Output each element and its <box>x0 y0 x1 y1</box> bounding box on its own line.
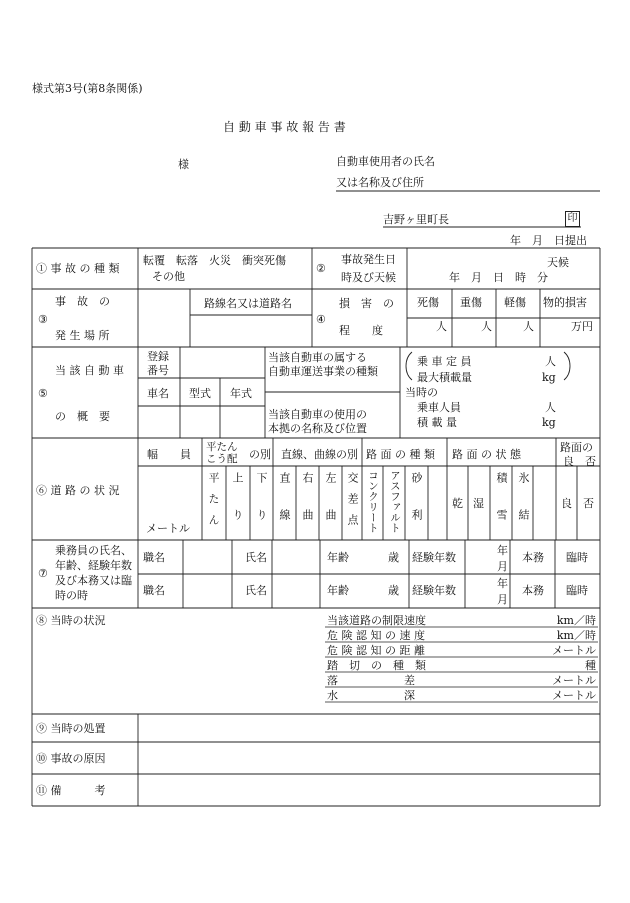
car-name-label: 車名 <box>147 387 169 400</box>
col-left-curve: 左曲 <box>324 472 337 546</box>
business-label-2: 自動車運送事業の種類 <box>268 365 378 378</box>
damage-label-1: 損 害 の <box>339 297 394 310</box>
crew1-age-label: 年齢 <box>327 551 349 564</box>
situation-item-unit: 種 <box>585 659 596 672</box>
max-load-unit: kg <box>542 371 556 384</box>
surface-good-label-1: 路面の <box>560 441 593 454</box>
riders-label: 乗車人員 <box>417 401 461 414</box>
max-load-label: 最大積載量 <box>417 371 472 384</box>
col-asphalt: アスファルト <box>389 470 401 533</box>
damage-label-2: 程 度 <box>339 324 383 337</box>
accident-type-label: ① 事 故 の 種 類 <box>36 262 120 275</box>
route-label: 路線名又は道路名 <box>204 297 292 310</box>
capacity-label: 乗 車 定 員 <box>417 355 472 368</box>
model-label: 型式 <box>189 387 211 400</box>
road-condition-label: ⑥ 道 路 の 状 況 <box>36 484 120 497</box>
col-concrete: コンクリート <box>367 470 379 533</box>
col-gravel: 砂利 <box>410 472 423 546</box>
weather-label: 天候 <box>547 256 569 269</box>
crew-label-4: 時の時 <box>55 589 88 602</box>
crew2-name-label: 氏名 <box>245 584 267 597</box>
no-betsu-label: の別 <box>249 448 271 461</box>
crew1-exp-label: 経験年数 <box>412 551 456 564</box>
death-unit: 人 <box>436 320 447 333</box>
seal-mark: 印 <box>565 211 580 227</box>
form-title: 自 動 車 事 故 報 告 書 <box>223 120 346 134</box>
crew-label-2: 年齢、経験年数 <box>55 559 132 572</box>
sama-label: 様 <box>178 158 189 171</box>
situation-item-unit: メートル <box>552 689 596 702</box>
crew2-exp-label: 経験年数 <box>412 584 456 597</box>
form-number: 様式第3号(第8条関係) <box>32 82 143 95</box>
serious-unit: 人 <box>481 320 492 333</box>
occurrence-label-1: 事故発生日 <box>341 253 396 266</box>
reg-label-1: 登録 <box>147 350 169 363</box>
situation-item-label: 当該道路の制限速度 <box>327 614 426 627</box>
vehicle-label-1: 当 該 自 動 車 <box>55 364 124 377</box>
remarks-label: ⑪ 備 考 <box>36 784 106 797</box>
year-label: 年式 <box>230 387 252 400</box>
situation-item-unit: km／時 <box>556 629 596 642</box>
num-5: ⑤ <box>38 387 48 400</box>
situation-item-label: 危 険 認 知 の 速 度 <box>327 629 425 642</box>
num-2: ② <box>316 262 326 275</box>
death-label: 死傷 <box>417 296 439 309</box>
crew1-title-label: 職名 <box>143 551 165 564</box>
serious-label: 重傷 <box>460 296 482 309</box>
col-snow: 積雪 <box>495 472 508 546</box>
situation-item-label: 落 差 <box>327 674 415 687</box>
base-label-1: 当該自動車の使用の <box>268 408 367 421</box>
load-unit: kg <box>542 416 556 429</box>
col-dry: 乾 <box>452 497 463 510</box>
crew2-month-label: 月 <box>497 593 508 606</box>
width-label: 幅 員 <box>147 448 191 461</box>
addressee: 吉野ヶ里町長 <box>383 213 449 226</box>
location-label-2: 発 生 場 所 <box>55 329 110 342</box>
col-down: 下り <box>255 472 268 546</box>
num-7: ⑦ <box>38 567 48 580</box>
surface-type-label: 路 面 の 種 類 <box>366 448 435 461</box>
situation-item-label: 危 険 認 知 の 距 離 <box>327 644 425 657</box>
crew2-sai-label: 歳 <box>388 584 399 597</box>
crew2-temp-label: 臨時 <box>566 584 588 597</box>
property-unit: 万円 <box>571 320 593 333</box>
base-label-2: 本拠の名称及び位置 <box>268 422 367 435</box>
vehicle-label-2: の 概 要 <box>55 410 110 423</box>
applicant-name-label: 自動車使用者の氏名 <box>336 155 435 168</box>
flat-label-2: こう配 <box>206 453 238 465</box>
flat-label-1: 平たん <box>206 441 238 453</box>
num-4: ④ <box>316 313 326 326</box>
col-straight: 直線 <box>278 472 291 546</box>
business-label-1: 当該自動車の属する <box>268 351 367 364</box>
surface-good-label-2: 良 否 <box>563 455 596 468</box>
surface-state-label: 路 面 の 状 態 <box>452 448 521 461</box>
crew1-name-label: 氏名 <box>245 551 267 564</box>
col-ice: 氷結 <box>517 472 530 546</box>
cause-label: ⑩ 事故の原因 <box>36 752 106 765</box>
col-crossing: 交差点 <box>346 472 359 535</box>
reg-label-2: 番号 <box>147 364 169 377</box>
meter-unit: メートル <box>146 522 190 535</box>
crew1-month-label: 月 <box>497 560 508 573</box>
property-label: 物的損害 <box>543 296 587 309</box>
num-3: ③ <box>38 313 48 326</box>
accident-types: 転覆 転落 火災 衝突死傷 <box>143 254 286 267</box>
occurrence-label-2: 時及び天候 <box>341 271 396 284</box>
crew1-sai-label: 歳 <box>388 551 399 564</box>
crew2-year-label: 年 <box>497 577 508 590</box>
location-label-1: 事 故 の <box>55 295 110 308</box>
crew-label-3: 及び本務又は臨 <box>55 574 132 587</box>
crew2-age-label: 年齢 <box>327 584 349 597</box>
situation-item-unit: km／時 <box>556 614 596 627</box>
crew2-main-label: 本務 <box>522 584 544 597</box>
situation-label: ⑧ 当時の状況 <box>36 614 106 627</box>
col-good: 良 <box>561 497 572 510</box>
load-label: 積 載 量 <box>417 416 457 429</box>
light-unit: 人 <box>523 320 534 333</box>
datetime-label: 年 月 日 時 分 <box>449 271 548 284</box>
light-label: 軽傷 <box>504 296 526 309</box>
situation-item-unit: メートル <box>552 644 596 657</box>
crew1-temp-label: 臨時 <box>566 551 588 564</box>
col-wet: 湿 <box>473 497 484 510</box>
crew-label-1: 乗務員の氏名、 <box>55 544 132 557</box>
capacity-unit: 人 <box>545 355 556 368</box>
applicant-address-label: 又は名称及び住所 <box>336 176 424 189</box>
col-up: 上り <box>231 472 244 546</box>
crew1-year-label: 年 <box>497 544 508 557</box>
col-flat: 平たん <box>207 472 220 535</box>
col-right-curve: 右曲 <box>301 472 314 546</box>
situation-item-label: 踏 切 の 種 類 <box>327 659 426 672</box>
crew1-main-label: 本務 <box>522 551 544 564</box>
at-time-label: 当時の <box>405 386 438 399</box>
situation-item-unit: メートル <box>552 674 596 687</box>
action-label: ⑨ 当時の処置 <box>36 722 106 735</box>
riders-unit: 人 <box>545 401 556 414</box>
col-bad: 否 <box>583 497 594 510</box>
submit-date: 年 月 日提出 <box>510 234 587 247</box>
accident-types-other: その他 <box>152 270 185 283</box>
straight-curve-label: 直線、曲線の別 <box>281 448 358 461</box>
situation-item-label: 水 深 <box>327 689 415 702</box>
crew2-title-label: 職名 <box>143 584 165 597</box>
